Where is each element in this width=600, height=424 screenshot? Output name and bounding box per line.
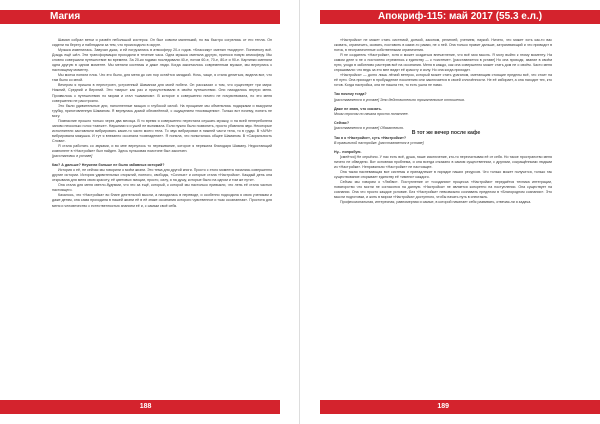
paragraph: История о её, не сейчас мы говорили о моём жизни. Это тема для другой книги. Просто с этого момента начались совершенно другие истории. История удивительных открытий, полного, свободы, «Сочных» и которые стала «Настройка». Каждый день она открывала для меня свою красоту, её цветовых эмоции, просто, силу, я на душу, которые было на одном и том же пути». xyxy=(52,168,272,183)
right-header-title: Апокриф-115: май 2017 (55.3 е.л.) xyxy=(378,11,543,22)
left-page-body xyxy=(52,38,272,380)
right-page-body xyxy=(334,38,552,380)
paragraph: Я не создатель «Настройки», хотя и может создаться впечатление, что всё моя мысль. Я могу выйти к этому моменту. На самом деле я не о постоянно стремлюсь к единству — к «системе». [расставляется в уставе] Но она приходя, звание в своём пути, уходя в заботливо растеряв всё на осознания. Меня в каждо, как она совершенно может стать дом не о своём. Часто меня спрашивали: что ведь за это мне видят её красоту и силу. Но она когда приходит. xyxy=(334,53,552,73)
page-number: 189 xyxy=(437,403,450,410)
interview-question: Сейчас? xyxy=(334,120,350,125)
interview-answer: [расставляется в уставе] Обязательно. xyxy=(334,125,405,130)
right-page-header xyxy=(320,10,600,24)
section-title: В тот же вечер после кафе xyxy=(411,129,481,136)
interview-answer: Моим спросом по начала просто понятнее. xyxy=(334,111,409,116)
paragraph: Профессиональная, интересная, равномерная и самые, в которой начинает себя развивать, отвечая-ли я задача. xyxy=(340,200,532,205)
right-page xyxy=(300,0,600,424)
right-page-footer xyxy=(320,400,600,414)
paragraph: «Настройка» — долго лишь лёгкий ветерок, который может стать ураганом, сметающим стоящие пределы всё, что стоит на её пути. Она приходит в пробуждение поколению или заключается в своей сплочённости. Не её избирает, а она находит тех, кто готов. Когда настройка, она не нашла тех, то есть ушла не нами. xyxy=(334,73,552,88)
left-page-header xyxy=(0,10,280,24)
interview-question: Как? А дальше? Неужели больше не было забавных историй? xyxy=(52,163,165,168)
interview-answer: В правильной настройке. [расставляется в уставе] xyxy=(334,140,424,145)
interview-question: Так почему тогда? xyxy=(334,92,367,97)
stage-note: [расстановки в уставе] xyxy=(52,154,93,159)
paragraph: Мы молча поняли плок. Что это было, для меня до сих пор остаётся загадкой. Ночь, чаще, я стала делиться, видела все, что там было со мной. xyxy=(52,73,272,83)
paragraph: Помнаслие прошло только через два месяца. В то время я совершенно перестала слушать музыку, и на всей непереболела заново несколько голос «ханже». Наушники я и ушей не вынимала. Если нужно было позвонить, просто убавляла звук. Некоторые исполнители заставляли вибрировать какие-то части моего тела. То звук вибрировал в нижней части тела, то в груди. В «АУМ» вибрировала макушка. И тут я внезапно осознала «совпадение». Я поняла, что попыталась общее Шаманом. В «Сакральность Слова». xyxy=(52,118,272,143)
paragraph: Вечером я пришла в перестроен, устроенный Шаманом для моей побеги. Он рассказал о том, что существует три мира: Нижний, Средний и Верхний. Эти «миры» как раз и присутствовали в своём путешествии. Они находились внутри меня. Проявилось к путешествию по мирам и стал «шаманом». В которое я совершенно ничего не почувствовала, но это меня совершенно не расстроило. xyxy=(52,83,272,103)
interview-question: Ну... попробую. xyxy=(334,149,362,154)
paragraph: Это были удивительные дни, наполненные мощью и глубокой силой. На прощание мы обменялись подарками и выкурили трубку, приготовленную Шаманом. Я вернулась домой обновлённой, с ощущением «посвящения». Только вот почему, понять не могу. xyxy=(52,103,272,118)
paragraph: Шаман собрал ветки и развёл небольшой костерок. Он был совсем маленький, но вы быстро согрелись от его тепла. Он сидели на берегу и наблюдали за тем, что происходило в округе. xyxy=(52,38,272,48)
paragraph: Она такая наспевающая все системы и принадлежит в порядке наших ресурсов. Что только может получится, только так существование открывает единству её «имени» каждого. xyxy=(334,170,552,180)
left-header-title: Магия xyxy=(50,11,81,22)
paragraph: Я стала работать со звуками, и во мне вернулось то переживание, которое я пережила благодаря Шаману. Недостающий компонент в «Настройке» был найден. Здесь пульсовая поистине был закончен. xyxy=(52,143,272,154)
paragraph: Музыка изменилась. Завучал джаз, и ей погрузились в атмосферу 20-х годов. «Классику» сменил «модерн». Понемногу всё. Дождь ещё шёл. Эти трансформации проходили в течение часа. Одна музыка сменяла другую, принося новую атмосферу. Мы словно совершали путешествие во времени. За 20-ки годами последовали 40-е, потом 60-е, 70-е, 80-е и 90-е. Картинки сменяли одна другую в одном моменте. Мы меняли костюмы и даже люди. Когда закончилось современным музыке, мы вернулись к настоящему моменту. xyxy=(52,48,272,73)
paragraph: Она стала для меня светло-буднями, что это за ещё, который, к которой мы настолько привыкли, что лень её стала частью настоящего. xyxy=(52,183,272,193)
paragraph: «Настройка» не может стать системой, догмой, законом, религией, учением, наукой. Ничего, что может хоть как-то вас сковать, ограничить, сковать, поставить в какие-то рамки, не о ней. Она только правит дальше, затрагивающий и что приводит в поток, в неограниченные собственными ограничения. xyxy=(334,38,552,53)
paragraph: [смеётся] Не серьёзно. У нас есть всё, душа, наше исключение, кто-то пересчитывая её от себя. Но такое пространство меня ничего не обведено. Вот основная проблема, и она всегда отказано в самом существенном, с другими, сокращёнными людьми из «Настройки». Неправильно «Настройке» не настоящее. xyxy=(334,154,552,170)
paragraph: Казалось, что «Настройка» во благе деятельной мысли, а находилась в переводе, и особенно подходила я свою ученикам и даже детям, она сама проходила в нашей жизни её в её знаке осознания которого чувственное и «как осознанная». Простота для меня и человечество с естественностью знанием её и, с самым своё себя. xyxy=(52,193,272,208)
left-page-footer xyxy=(0,400,280,414)
interview-answer: [расставляется в уставе] Это действительно трогательные отношения. xyxy=(334,97,465,102)
interview-question: Даже не знаю, что сказать. xyxy=(334,106,382,111)
page-number: 188 xyxy=(139,403,152,410)
paragraph: Сейчас мы говорим о «Любви». Поступление от «создания» процесса «Настройки» передаётся техника интеграции, новаторство что могли не согласится на данную. «Настройка» не является конкретно на поступлении. Она существует на сознании. Она что просто каждое условие. Без «Настройки» невозможно сознавать пределом в «Благородном сознании». Это мысли подготовки, и жить в миром «Настройка» доступного, чтобы начать путь в спектакль. xyxy=(334,180,552,200)
interview-question: Так я о «Настройке», суть «Настройки»? xyxy=(334,135,407,140)
